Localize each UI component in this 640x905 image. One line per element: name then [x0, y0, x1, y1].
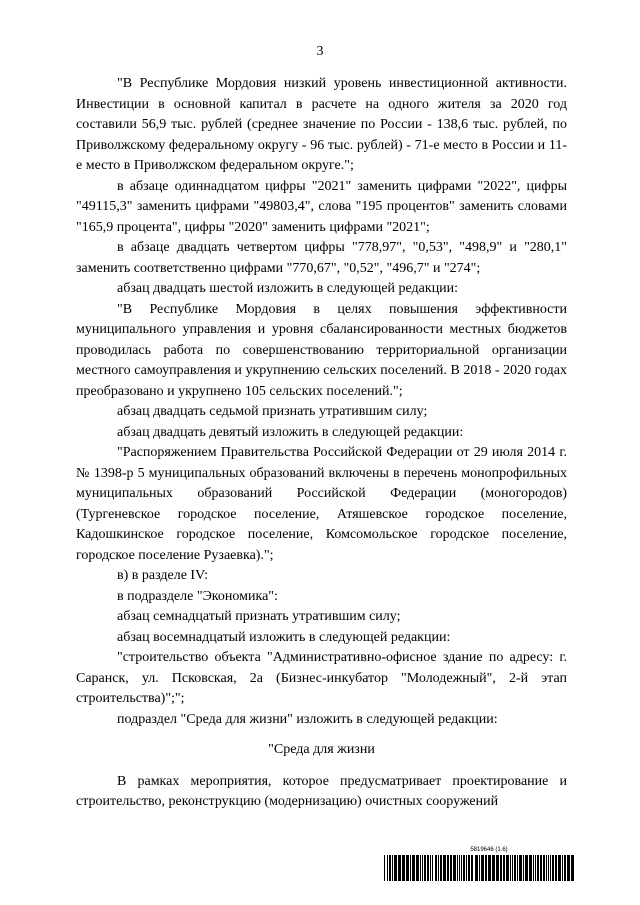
- paragraph: "Распоряжением Правительства Российской Федерации от 29 июля 2014 г. № 1398-р 5 муниципальных образований включены в перечень монопрофильных муниципальных образований Российской Федерации (моногородов) (Тургеневское городское поселение, Атяшевское городское поселение, Кадошкинское городское поселение, Комсомольское городское поселение, городское поселение Рузаевка).";: [76, 445, 567, 563]
- paragraph: подраздел "Среда для жизни" изложить в следующей редакции:: [117, 711, 498, 727]
- paragraph: "строительство объекта "Административно-офисное здание по адресу: г. Саранск, ул. Псковская, 2а (Бизнес-инкубатор "Молодежный", 2-й этап строительства)";";: [76, 650, 567, 706]
- section-heading: "Среда для жизни: [268, 742, 375, 757]
- page-number: 3: [316, 44, 324, 59]
- paragraph: в) в разделе IV:: [117, 568, 209, 583]
- barcode-block: [384, 847, 574, 881]
- paragraph: абзац двадцать шестой изложить в следующей редакции:: [117, 281, 459, 296]
- barcode-icon: [384, 855, 574, 881]
- paragraph: абзац двадцать девятый изложить в следующей редакции:: [117, 424, 464, 440]
- paragraph: "В Республике Мордовия в целях повышения эффективности муниципального управления и уровня сбалансированности местных бюджетов проводилась работа по совершенствованию территориальной организации местного самоуправления и укрупнению сельских поселений. В 2018 - 2020 годах преобразовано и укрупнено 105 сельских поселений.";: [76, 301, 567, 399]
- paragraph: в абзаце двадцать четвертом цифры "778,97", "0,53", "498,9" и "280,1" заменить соответственно цифрами "770,67", "0,52", "496,7" и "274";: [76, 240, 567, 276]
- paragraph: В рамках мероприятия, которое предусматривает проектирование и строительство, реконструкцию (модернизацию) очистных сооружений: [76, 773, 567, 809]
- barcode-caption: 5819646 (1.6): [470, 847, 508, 853]
- paragraph: абзац двадцать седьмой признать утратившим силу;: [117, 404, 428, 419]
- paragraph: "В Республике Мордовия низкий уровень инвестиционной активности. Инвестиции в основной капитал в расчете на одного жителя за 2020 год составили 56,9 тыс. рублей (среднее значение по России - 138,6 тыс. рублей, по Приволжскому федеральному округу - 96 тыс. рублей) - 71-е место в России и 11-е место в Приволжском федеральном округе.";: [76, 76, 567, 173]
- document-body: [76, 74, 567, 813]
- paragraph: в абзаце одиннадцатом цифры "2021" заменить цифрами "2022", цифры "49115,3" заменить цифрами "49803,4", слова "195 процентов" заменить словами "165,9 процента", цифры "2020" заменить цифрами "2021";: [76, 178, 567, 235]
- paragraph: абзац восемнадцатый изложить в следующей редакции:: [117, 629, 451, 645]
- paragraph: абзац семнадцатый признать утратившим силу;: [117, 609, 401, 624]
- paragraph: в подразделе "Экономика":: [117, 588, 278, 604]
